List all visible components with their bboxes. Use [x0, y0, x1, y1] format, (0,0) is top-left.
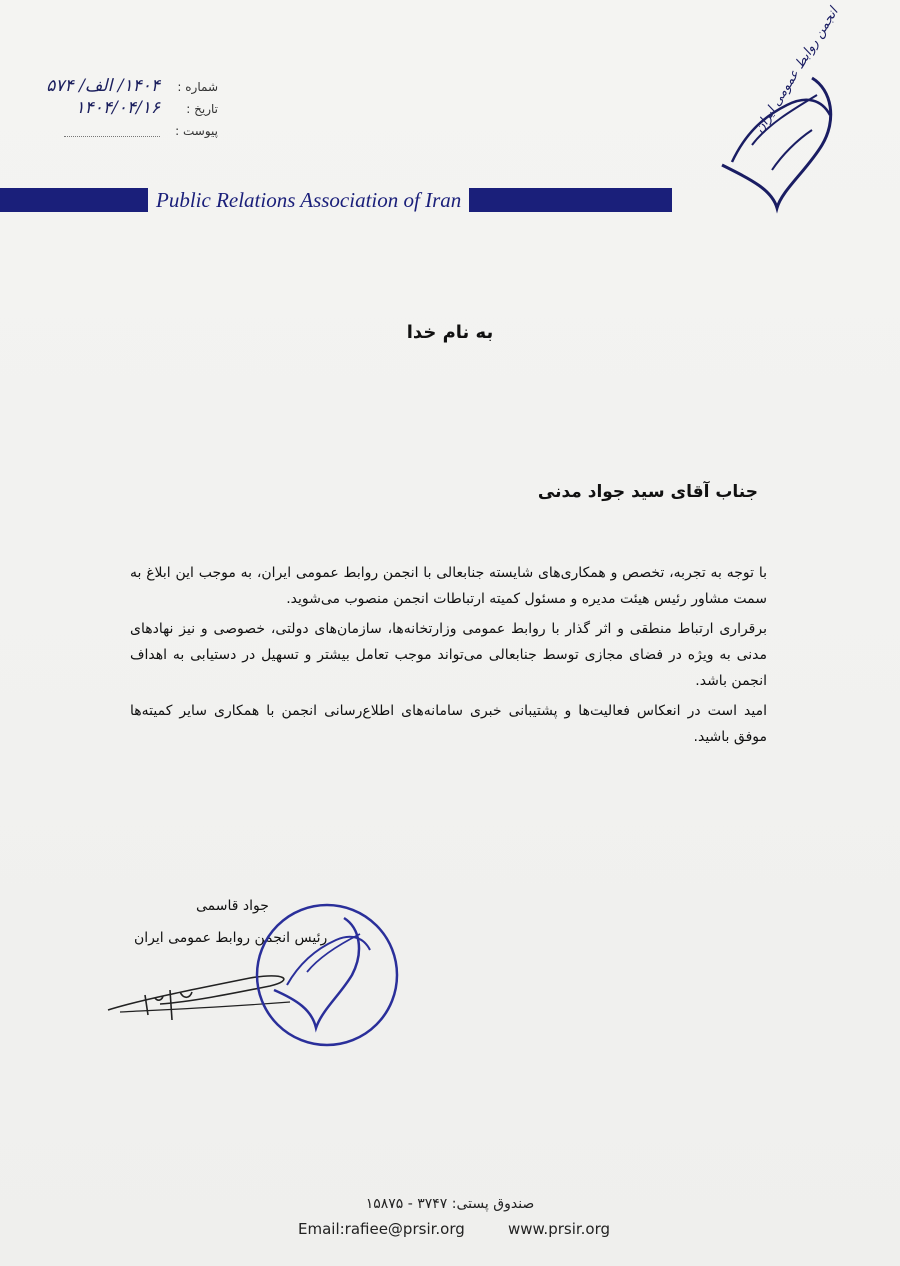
- signer-title: رئیس انجمن روابط عمومی ایران: [134, 930, 328, 946]
- paragraph-1: با توجه به تجربه، تخصص و همکاری‌های شایسته جنابعالی با انجمن روابط عمومی ایران، به موجب این ابلاغ به سمت مشاور رئیس هیئت مدیره و مسئول کمیته ارتباطات انجمن منصوب می‌شوید.: [130, 565, 767, 607]
- footer-website: www.prsir.org: [508, 1220, 611, 1238]
- paragraph-3: امید است در انعکاس فعالیت‌ها و پشتیبانی خبری سامانه‌های اطلاع‌رسانی انجمن با همکاری سایر کمیته‌ها موفق باشید.: [130, 703, 767, 745]
- letter-meta: [8, 78, 218, 144]
- number-row: [8, 78, 218, 100]
- bismillah: به نام خدا: [406, 322, 494, 343]
- date-row: [8, 100, 218, 122]
- org-name-english: Public Relations Association of Iran: [148, 186, 469, 214]
- association-seal-icon: [252, 900, 402, 1050]
- number-label: شماره :: [177, 80, 218, 94]
- paragraph-2: برقراری ارتباط منطقی و اثر گذار با روابط عمومی وزارتخانه‌ها، سازمان‌های دولتی، خصوصی و نیز نهادهای مدنی به ویژه در فضای مجازی توسط جنابعالی می‌تواند موجب تعامل بیشتر و تسهیل در دستیابی به اهداف انجمن باشد.: [130, 621, 767, 689]
- attachment-row: [8, 122, 218, 144]
- attachment-label: پیوست :: [175, 124, 218, 138]
- letter-body: [130, 560, 767, 754]
- date-label: تاریخ :: [186, 102, 218, 116]
- logo-text: انجمن روابط عمومی ایران: [752, 5, 842, 136]
- footer-email: Email:rafiee@prsir.org: [298, 1220, 465, 1238]
- footer-po-box: صندوق پستی: ۳۷۴۷ - ۱۵۸۷۵: [365, 1196, 535, 1212]
- attachment-line: [64, 136, 160, 137]
- number-value: ۱۴۰۴/ الف/ ۵۷۴: [46, 76, 160, 96]
- signer-name: جواد قاسمی: [196, 898, 269, 914]
- date-value: ۱۴۰۴/۰۴/۱۶: [75, 98, 160, 118]
- addressee: جناب آقای سید جواد مدنی: [537, 482, 758, 502]
